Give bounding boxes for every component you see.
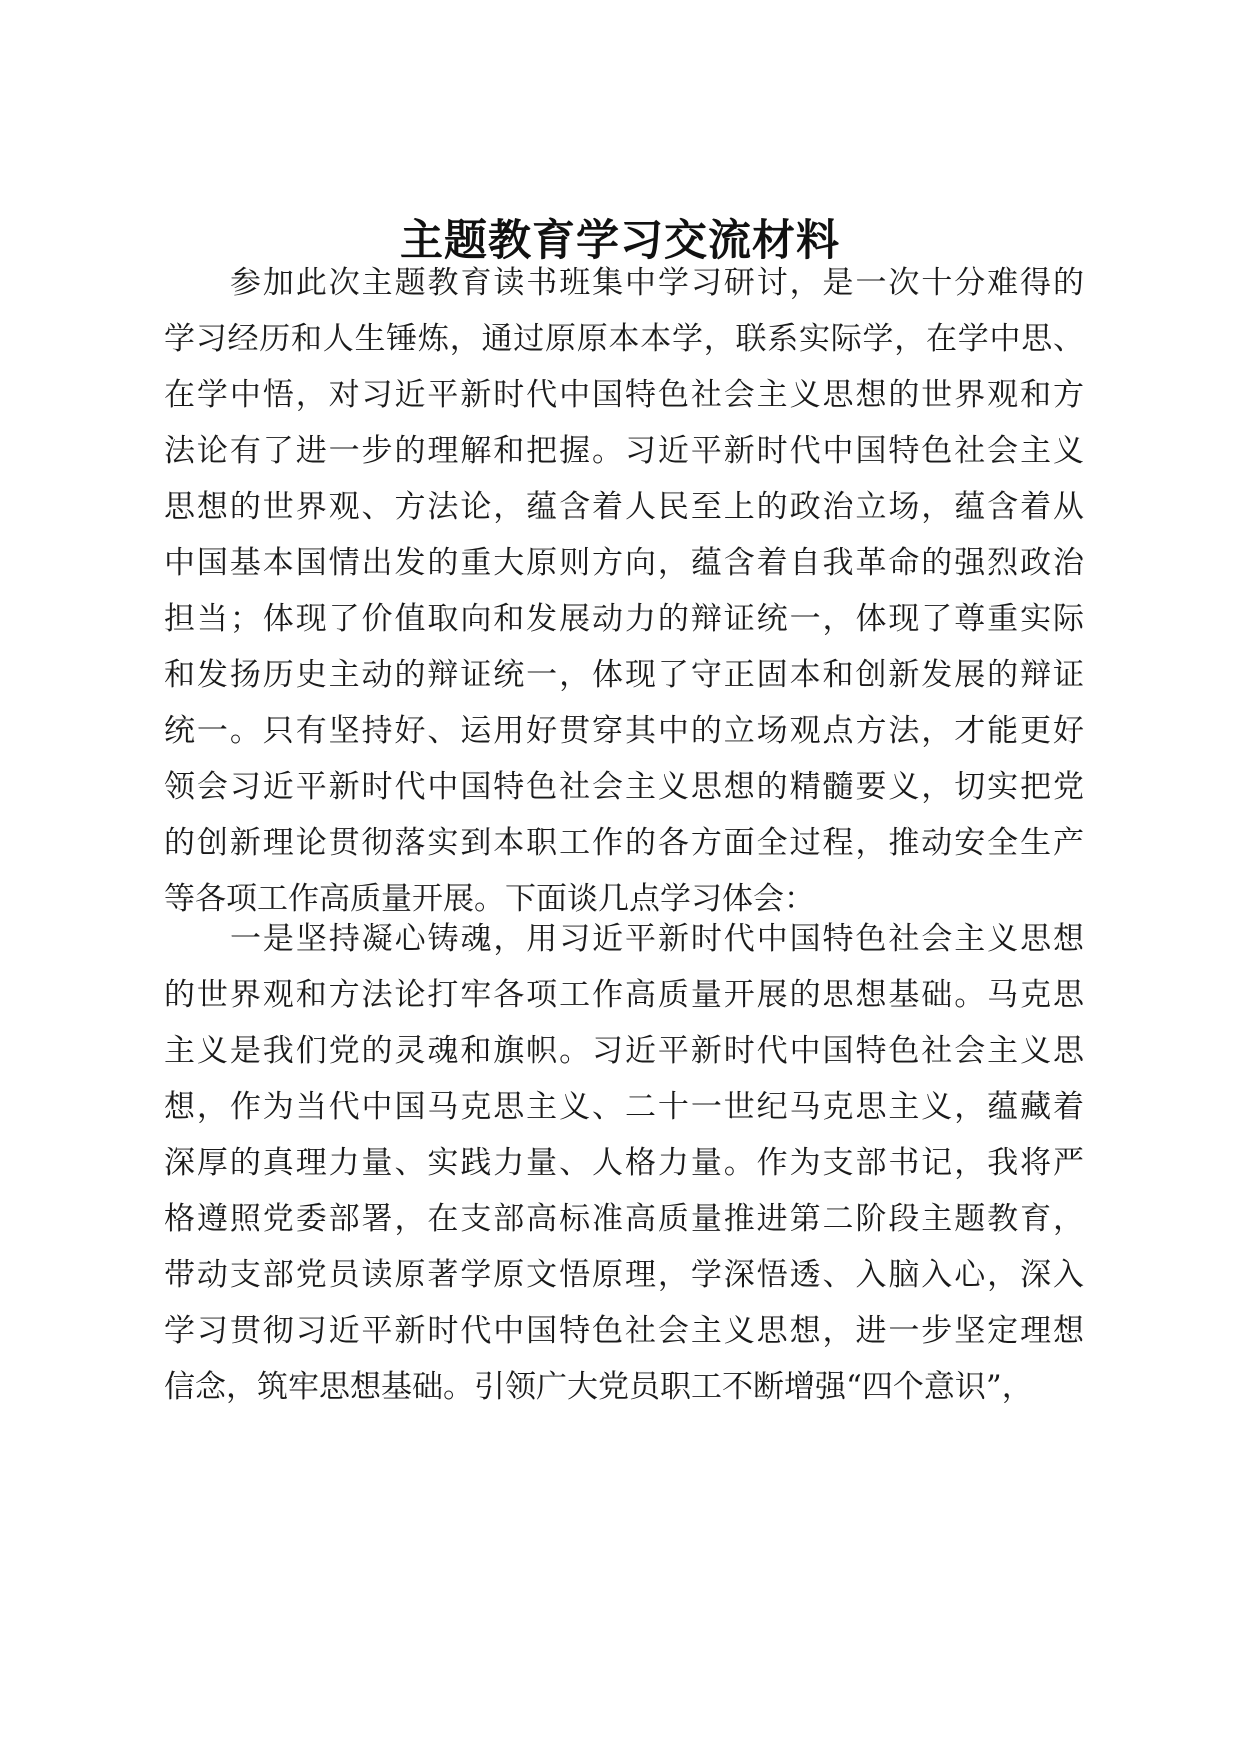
text-line: 的世界观和方法论打牢各项工作高质量开展的思想基础。马克思 — [164, 977, 1084, 1013]
text-line: 法论有了进一步的理解和把握。习近平新时代中国特色社会主义 — [164, 433, 1084, 469]
text-line: 在学中悟，对习近平新时代中国特色社会主义思想的世界观和方 — [164, 377, 1084, 413]
text-line: 深厚的真理力量、实践力量、人格力量。作为支部书记，我将严 — [164, 1145, 1084, 1181]
text-line: 一是坚持凝心铸魂，用习近平新时代中国特色社会主义思想 — [230, 921, 1084, 957]
text-line: 信念，筑牢思想基础。引领广大党员职工不断增强“四个意识”， — [164, 1369, 1033, 1405]
text-line: 格遵照党委部署，在支部高标准高质量推进第二阶段主题教育， — [164, 1201, 1084, 1237]
text-line: 统一。只有坚持好、运用好贯穿其中的立场观点方法，才能更好 — [164, 713, 1084, 749]
text-line: 参加此次主题教育读书班集中学习研讨，是一次十分难得的 — [230, 265, 1084, 301]
text-line: 的创新理论贯彻落实到本职工作的各方面全过程，推动安全生产 — [164, 825, 1084, 861]
text-line: 学习经历和人生锤炼，通过原原本本学，联系实际学，在学中思、 — [164, 321, 1084, 357]
text-line: 主义是我们党的灵魂和旗帜。习近平新时代中国特色社会主义思 — [164, 1033, 1084, 1069]
paragraph-intro — [164, 255, 1084, 927]
text-line: 学习贯彻习近平新时代中国特色社会主义思想，进一步坚定理想 — [164, 1313, 1084, 1349]
text-line: 等各项工作高质量开展。下面谈几点学习体会： — [164, 881, 815, 917]
text-line: 担当；体现了价值取向和发展动力的辩证统一，体现了尊重实际 — [164, 601, 1084, 637]
text-line: 领会习近平新时代中国特色社会主义思想的精髓要义，切实把党 — [164, 769, 1084, 805]
text-line: 和发扬历史主动的辩证统一，体现了守正固本和创新发展的辩证 — [164, 657, 1084, 693]
document-title: 主题教育学习交流材料 — [400, 216, 840, 266]
text-line: 思想的世界观、方法论，蕴含着人民至上的政治立场，蕴含着从 — [164, 489, 1084, 525]
text-line: 带动支部党员读原著学原文悟原理，学深悟透、入脑入心，深入 — [164, 1257, 1084, 1293]
text-line: 想，作为当代中国马克思主义、二十一世纪马克思主义，蕴藏着 — [164, 1089, 1084, 1125]
text-line: 中国基本国情出发的重大原则方向，蕴含着自我革命的强烈政治 — [164, 545, 1084, 581]
paragraph-point-one — [164, 911, 1084, 1415]
